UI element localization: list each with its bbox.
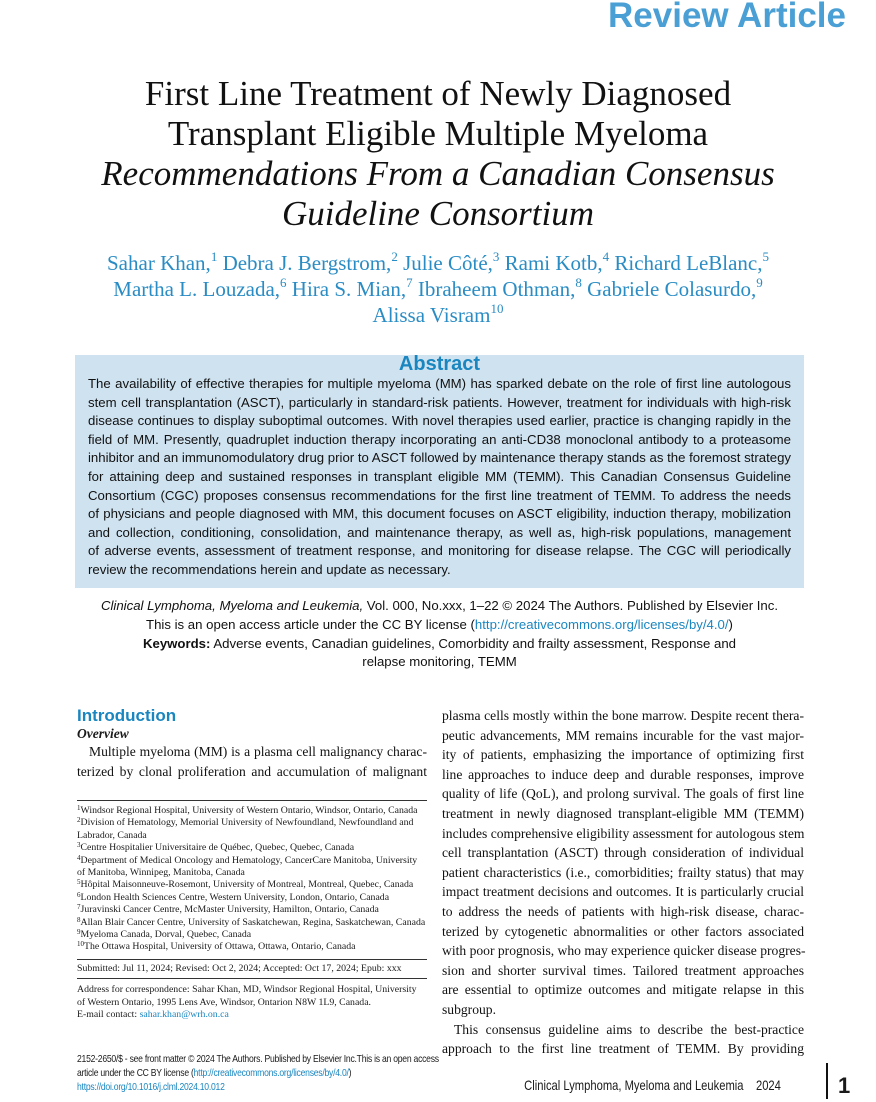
author-affiliation-mark: 2 — [391, 249, 398, 264]
affiliation — [77, 917, 427, 929]
affiliation — [77, 929, 427, 941]
affiliation-number: 8 — [77, 915, 81, 924]
abstract-line: of adverse events, assessment of treatment response, and monitoring for disease relapse. The CGC will periodically — [88, 543, 791, 559]
copyright-text: 2152-2650/$ - see front matter © 2024 The Authors. Published by Elsevier Inc.This is an open access — [77, 1053, 439, 1065]
abstract-line: stem cell transplantation (ASCT), particularly in standard-risk patients. However, treatment for individuals with high-risk — [88, 394, 791, 410]
submission-dates: Submitted: Jul 11, 2024; Revised: Oct 2, 2024; Accepted: Oct 17, 2024; Epub: xxx — [77, 959, 427, 979]
abstract-line: disease continues to display suboptimal outcomes. With novel therapies used earlier, practice is changing rapidly in the — [88, 413, 791, 429]
journal-info — [75, 597, 804, 672]
body-line: peutic advancements, MM remains incurable for the vast major- — [442, 727, 804, 743]
affiliation-text: Juravinski Cancer Centre, McMaster University, Hamilton, Ontario, Canada — [80, 904, 379, 916]
footnotes — [77, 800, 427, 1022]
body-line: line approaches to induce deep and durable responses, improve — [442, 766, 804, 782]
affiliation-text: Windsor Regional Hospital, University of Western Ontario, Windsor, Ontario, Canada — [80, 805, 418, 816]
subtitle-line: Guideline Consortium — [281, 194, 595, 233]
author-affiliation-mark: 5 — [762, 249, 769, 264]
abstract-line: of physicians and people diagnosed with MM, this document focuses on ASCT eligibility, induction therapy, mobilization — [88, 506, 791, 522]
footer-copyright — [77, 1052, 439, 1094]
affiliation-text: London Health Sciences Centre, Western University, London, Ontario, Canada — [80, 891, 390, 903]
affiliation-text: Centre Hospitalier Universitaire de Québec, Quebec, Quebec, Canada — [80, 842, 355, 854]
author-affiliation-mark: 1 — [210, 249, 218, 264]
affiliation-number: 7 — [77, 903, 81, 912]
body-line: terized by cytogenetic abnormalities or other factors associated — [442, 923, 804, 939]
journal-name: Clinical Lymphoma, Myeloma and Leukemia, — [100, 598, 364, 613]
author-name: Rami Kotb, — [504, 251, 603, 275]
author-name: Hira S. Mian, — [291, 277, 407, 301]
footer-license-link[interactable]: http://creativecommons.org/licenses/by/4.0/ — [193, 1067, 349, 1079]
body-line: plasma cells mostly within the bone marrow. Despite recent thera- — [442, 708, 804, 723]
affiliation-number: 5 — [77, 878, 81, 887]
author-name: Julie Côté, — [403, 251, 493, 275]
body-line: terized by clonal proliferation and accumulation of malignant — [77, 763, 427, 779]
affiliation-number: 3 — [77, 841, 81, 850]
author-affiliation-mark: 9 — [756, 275, 763, 290]
author-name: Debra J. Bergstrom, — [222, 251, 392, 275]
author-affiliation-mark: 7 — [406, 275, 413, 290]
affiliation — [77, 904, 427, 916]
license-text: article under the CC BY license ( — [77, 1067, 194, 1079]
abstract-body — [88, 375, 791, 580]
author-affiliation-mark: 4 — [602, 249, 610, 264]
affiliation-text: Allan Blair Cancer Centre, University of Saskatchewan, Regina, Saskatchewan, Canada — [80, 916, 426, 928]
left-column — [77, 706, 427, 781]
author-name: Alissa Visram — [372, 303, 491, 327]
author-name: Martha L. Louzada, — [113, 277, 281, 301]
body-line: are essential to optimize outcomes and mitigate relapse in this — [442, 982, 804, 998]
citation: Vol. 000, No.xxx, 1–22 © 2024 The Authors. Published by Elsevier Inc. — [363, 598, 779, 613]
affiliation-number: 9 — [77, 928, 81, 937]
correspondence — [77, 984, 427, 1021]
affiliation-text: The Ottawa Hospital, University of Ottawa, Ottawa, Ontario, Canada — [84, 941, 356, 953]
abstract-heading: Abstract — [398, 353, 481, 375]
right-column — [442, 706, 804, 1059]
license-text: This is an open access article under the CC BY license ( — [146, 616, 475, 632]
abstract-line: and collection, conditioning, consolidation, and maintenance therapy, as well as, high-risk populations, management — [88, 524, 791, 540]
affiliation-number: 6 — [77, 890, 81, 899]
affiliation — [77, 842, 427, 854]
author-line — [0, 276, 876, 302]
article-title — [0, 74, 876, 234]
body-line: sion and shorter survival times. Tailored treatment approaches — [442, 962, 804, 978]
keywords-label: Keywords: — [142, 635, 211, 651]
author-name: Ibraheem Othman, — [417, 277, 576, 301]
author-name: Richard LeBlanc, — [614, 251, 763, 275]
body-text — [77, 742, 427, 781]
author-affiliation-mark: 8 — [575, 275, 582, 290]
body-line: Multiple myeloma (MM) is a plasma cell malignancy charac- — [89, 744, 427, 759]
body-line: with poor prognosis, who may experience quicker disease progres- — [442, 943, 806, 959]
author-name: Sahar Khan, — [107, 251, 211, 275]
body-line: ity of patients, emphasizing the importance of optimizing first — [442, 747, 804, 763]
license-text: ) — [348, 1067, 352, 1079]
title-line: First Line Treatment of Newly Diagnosed — [144, 74, 732, 113]
affiliation-number: 4 — [77, 853, 81, 862]
correspondence-address: Address for correspondence: Sahar Khan, MD, Windsor Regional Hospital, University of Western Ontario, 1995 Lens Ave, Windsor, Ontarion N8W 1L9, Canada. — [77, 984, 417, 1008]
affiliation — [77, 805, 427, 817]
affiliation — [77, 855, 427, 880]
abstract-line: field of MM. Presently, quadruplet induction therapy incorporating an anti-CD38 monoclonal antibody to a proteasome — [88, 431, 791, 447]
doi-link[interactable]: https://doi.org/10.1016/j.clml.2024.10.012 — [77, 1081, 225, 1093]
subtitle-line: Recommendations From a Canadian Consensus — [101, 154, 775, 193]
author-list — [0, 250, 876, 328]
affiliation-text: Department of Medical Oncology and Hematology, CancerCare Manitoba, University of Manitoba, Winnipeg, Manitoba, Canada — [77, 854, 418, 879]
abstract-line: review the recommendations herein and update as necessary. — [88, 561, 451, 577]
affiliation — [77, 941, 427, 953]
body-line: includes comprehensive eligibility assessment for autologous stem — [442, 825, 805, 841]
affiliation-text: Division of Hematology, Memorial University of Newfoundland, Newfoundland and Labrador, Canada — [77, 817, 414, 841]
page-number: 1 — [838, 1073, 851, 1098]
abstract-line: for attaining deep and sustained responses in transplant eligible MM (TEMM). This Canadian Consensus Guideline — [88, 468, 791, 484]
affiliation-number: 10 — [77, 940, 84, 949]
footer-divider — [826, 1063, 828, 1099]
affiliation-text: Myeloma Canada, Dorval, Quebec, Canada — [80, 929, 252, 941]
abstract-line: The availability of effective therapies for multiple myeloma (MM) has sparked debate on the role of first line autologous — [88, 376, 791, 391]
article-type-badge: Review Article — [608, 0, 846, 35]
email-link[interactable]: sahar.khan@wrh.on.ca — [139, 1009, 229, 1021]
abstract-line: Consortium (CGC) proposes consensus recommendations for the first line treatment of TEMM. To address the needs — [88, 487, 791, 503]
author-name: Gabriele Colasurdo, — [587, 277, 757, 301]
body-line: subgroup. — [442, 1001, 496, 1017]
body-line: treatment in newly diagnosed transplant-eligible MM (TEMM) — [442, 805, 804, 821]
title-line: Transplant Eligible Multiple Myeloma — [167, 114, 709, 153]
section-heading: Introduction — [77, 706, 177, 725]
body-line: patient characteristics (i.e., comorbidities; frailty status) that may — [442, 864, 804, 880]
running-footer — [524, 1077, 781, 1093]
email-label: E-mail contact: — [77, 1009, 140, 1021]
license-text: ) — [728, 616, 733, 632]
keywords: Adverse events, Canadian guidelines, Comorbidity and frailty assessment, Response and relapse monitoring, TEMM — [210, 635, 736, 670]
body-line: cell transplantation (ASCT) through consideration of individual — [442, 845, 804, 861]
affiliation-number: 1 — [77, 804, 81, 812]
footer-year: 2024 — [756, 1077, 781, 1093]
abstract-line: inhibitor and an immunomodulatory drug prior to ASCT followed by maintenance therapy stands as the foremost strategy — [88, 450, 791, 466]
body-line: impact treatment decisions and outcomes. It is particularly crucial — [442, 884, 804, 900]
abstract-box — [75, 355, 804, 588]
body-line: quality of life (QoL), and prolong survival. The goals of first line — [442, 786, 804, 802]
affiliations — [77, 805, 427, 954]
author-affiliation-mark: 10 — [490, 301, 504, 316]
author-line — [0, 250, 876, 276]
footer-journal: Clinical Lymphoma, Myeloma and Leukemia — [524, 1077, 744, 1093]
affiliation-text: Hôpital Maisonneuve-Rosemont, University of Montreal, Montreal, Quebec, Canada — [80, 879, 414, 891]
affiliation — [77, 817, 427, 842]
body-line: approach to the first line treatment of TEMM. By providing — [442, 1041, 804, 1057]
affiliation-number: 2 — [77, 816, 81, 825]
affiliation — [77, 892, 427, 904]
author-affiliation-mark: 6 — [280, 275, 287, 290]
affiliation — [77, 879, 427, 891]
body-line: This consensus guideline aims to describe the best-practice — [454, 1021, 804, 1037]
body-line: to address the needs of patients with high-risk disease, charac- — [442, 903, 804, 919]
author-line — [0, 302, 876, 328]
license-link[interactable]: http://creativecommons.org/licenses/by/4.0/ — [474, 616, 729, 632]
author-affiliation-mark: 3 — [492, 249, 500, 264]
subsection-heading: Overview — [77, 726, 129, 741]
